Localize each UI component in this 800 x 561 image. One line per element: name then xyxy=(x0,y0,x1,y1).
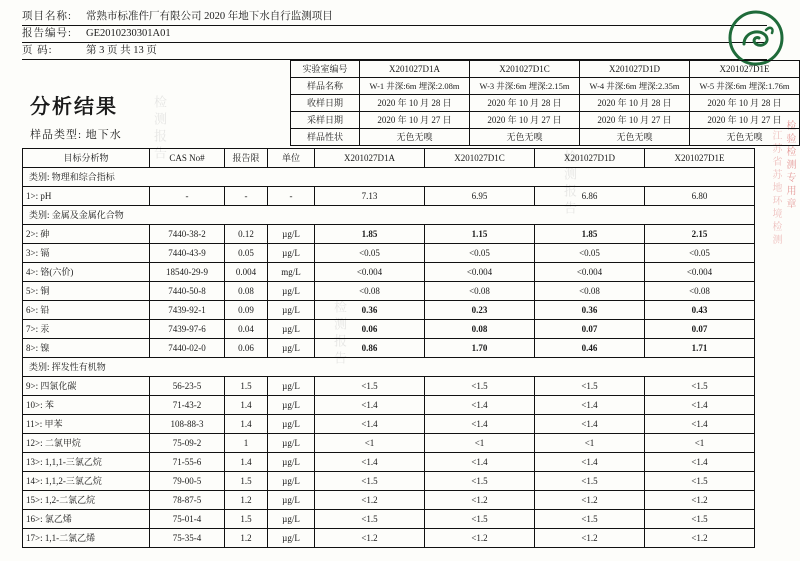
result-value: <1 xyxy=(645,434,755,453)
column-header: 目标分析物 xyxy=(23,149,150,168)
info-label: 实验室编号 xyxy=(291,61,360,78)
analyte-name: 16>: 氯乙烯 xyxy=(23,510,150,529)
category-row xyxy=(23,206,755,225)
result-value: <1.5 xyxy=(425,377,535,396)
result-value: <1.5 xyxy=(315,510,425,529)
result-value: 7.13 xyxy=(315,187,425,206)
info-label: 采样日期 xyxy=(291,112,360,129)
result-value: <1.4 xyxy=(645,396,755,415)
result-value: <1.4 xyxy=(535,396,645,415)
result-value: <1.5 xyxy=(535,510,645,529)
inspection-seal: 检验检测专用章 xyxy=(784,120,795,211)
unit: µg/L xyxy=(268,434,315,453)
analyte-name: 10>: 苯 xyxy=(23,396,150,415)
cas-number: 7440-38-2 xyxy=(150,225,225,244)
info-value: 2020 年 10 月 27 日 xyxy=(470,112,580,129)
unit: - xyxy=(268,187,315,206)
analyte-name: 6>: 铅 xyxy=(23,301,150,320)
header-value: 常熟市标准件厂有限公司 2020 年地下水自行监测项目 xyxy=(86,11,333,22)
result-value: <1.4 xyxy=(315,453,425,472)
unit: µg/L xyxy=(268,415,315,434)
result-value: <0.05 xyxy=(535,244,645,263)
result-value: <0.004 xyxy=(315,263,425,282)
result-value: <0.08 xyxy=(315,282,425,301)
cas-number: 75-01-4 xyxy=(150,510,225,529)
result-value: 0.23 xyxy=(425,301,535,320)
info-value: 2020 年 10 月 28 日 xyxy=(470,95,580,112)
analyte-name: 3>: 镉 xyxy=(23,244,150,263)
analyte-name: 2>: 砷 xyxy=(23,225,150,244)
cas-number: 71-43-2 xyxy=(150,396,225,415)
info-value: W-4 井深:6m 埋深:2.35m xyxy=(580,78,690,95)
cas-number: 7439-97-6 xyxy=(150,320,225,339)
analyte-name: 12>: 二氯甲烷 xyxy=(23,434,150,453)
table-row xyxy=(23,491,755,510)
result-value: 1.85 xyxy=(535,225,645,244)
result-value: <1.5 xyxy=(315,472,425,491)
table-row xyxy=(23,434,755,453)
reporting-limit: 1.2 xyxy=(225,529,268,548)
unit: µg/L xyxy=(268,301,315,320)
result-value: 0.36 xyxy=(535,301,645,320)
table-row xyxy=(23,244,755,263)
result-value: 0.06 xyxy=(315,320,425,339)
column-header: 单位 xyxy=(268,149,315,168)
cas-number: 56-23-5 xyxy=(150,377,225,396)
table-row xyxy=(23,472,755,491)
result-value: <1.2 xyxy=(425,529,535,548)
reporting-limit: 0.08 xyxy=(225,282,268,301)
analyte-name: 4>: 铬(六价) xyxy=(23,263,150,282)
table-row xyxy=(23,396,755,415)
table-row xyxy=(291,112,800,129)
result-value: <1.4 xyxy=(535,453,645,472)
result-value: 0.07 xyxy=(535,320,645,339)
table-row xyxy=(291,61,800,78)
result-value: 0.08 xyxy=(425,320,535,339)
result-value: <1.5 xyxy=(535,472,645,491)
result-value: <1.2 xyxy=(315,529,425,548)
info-value: W-5 井深:6m 埋深:1.76m xyxy=(690,78,800,95)
info-value: 2020 年 10 月 28 日 xyxy=(580,95,690,112)
header-value: GE2010230301A01 xyxy=(86,28,171,39)
analyte-name: 11>: 甲苯 xyxy=(23,415,150,434)
result-value: <1.2 xyxy=(425,491,535,510)
result-value: <1.2 xyxy=(645,529,755,548)
reporting-limit: 1.2 xyxy=(225,491,268,510)
result-value: <1.4 xyxy=(315,396,425,415)
analysis-results-table xyxy=(22,148,755,548)
result-value: <1.4 xyxy=(425,415,535,434)
organization-seal: 江苏省苏地环境检测 xyxy=(770,130,781,247)
header-label: 页 码: xyxy=(22,45,53,56)
reporting-limit: - xyxy=(225,187,268,206)
result-value: <1.4 xyxy=(535,415,645,434)
analyte-name: 5>: 铜 xyxy=(23,282,150,301)
reporting-limit: 1.5 xyxy=(225,472,268,491)
category-row xyxy=(23,168,755,187)
info-value: 2020 年 10 月 28 日 xyxy=(360,95,470,112)
table-row xyxy=(23,301,755,320)
analyte-name: 7>: 汞 xyxy=(23,320,150,339)
result-value: <1.5 xyxy=(535,377,645,396)
reporting-limit: 0.05 xyxy=(225,244,268,263)
header-value: 第 3 页 共 13 页 xyxy=(86,45,157,56)
result-value: <1.5 xyxy=(425,510,535,529)
unit: µg/L xyxy=(268,225,315,244)
analyte-name: 14>: 1,1,2-三氯乙烷 xyxy=(23,472,150,491)
unit: µg/L xyxy=(268,472,315,491)
table-row xyxy=(23,415,755,434)
info-value: 无色无嗅 xyxy=(360,129,470,146)
result-value: <1 xyxy=(425,434,535,453)
table-row xyxy=(23,225,755,244)
info-value: 无色无嗅 xyxy=(580,129,690,146)
result-value: 0.07 xyxy=(645,320,755,339)
table-row xyxy=(23,510,755,529)
unit: µg/L xyxy=(268,320,315,339)
info-value: 无色无嗅 xyxy=(690,129,800,146)
reporting-limit: 1.5 xyxy=(225,377,268,396)
result-value: 1.85 xyxy=(315,225,425,244)
cas-number: 79-00-5 xyxy=(150,472,225,491)
unit: µg/L xyxy=(268,453,315,472)
result-value: <1.2 xyxy=(535,491,645,510)
result-value: 2.15 xyxy=(645,225,755,244)
info-value: X201027D1C xyxy=(470,61,580,78)
unit: µg/L xyxy=(268,244,315,263)
category-label: 类别: 金属及金属化合物 xyxy=(23,206,755,225)
cas-number: 78-87-5 xyxy=(150,491,225,510)
sample-type-label: 样品类型: 地下水 xyxy=(30,129,122,141)
result-value: <1.4 xyxy=(425,453,535,472)
unit: µg/L xyxy=(268,529,315,548)
result-value: 6.80 xyxy=(645,187,755,206)
reporting-limit: 1.5 xyxy=(225,510,268,529)
result-value: <1.4 xyxy=(425,396,535,415)
table-row xyxy=(23,453,755,472)
info-value: 2020 年 10 月 28 日 xyxy=(690,95,800,112)
company-logo xyxy=(728,10,784,66)
result-value: <1.5 xyxy=(425,472,535,491)
unit: µg/L xyxy=(268,282,315,301)
reporting-limit: 0.04 xyxy=(225,320,268,339)
cas-number: 7440-50-8 xyxy=(150,282,225,301)
reporting-limit: 0.004 xyxy=(225,263,268,282)
analyte-name: 8>: 镍 xyxy=(23,339,150,358)
header-row-project xyxy=(22,8,582,25)
result-value: 0.86 xyxy=(315,339,425,358)
result-value: <1.2 xyxy=(645,491,755,510)
table-row xyxy=(23,339,755,358)
info-label: 样品名称 xyxy=(291,78,360,95)
result-value: <0.05 xyxy=(645,244,755,263)
column-header: X201027D1A xyxy=(315,149,425,168)
info-value: 2020 年 10 月 27 日 xyxy=(360,112,470,129)
category-row xyxy=(23,358,755,377)
unit: mg/L xyxy=(268,263,315,282)
column-header: X201027D1C xyxy=(425,149,535,168)
result-value: 0.46 xyxy=(535,339,645,358)
result-value: <1.5 xyxy=(315,377,425,396)
result-value: 1.15 xyxy=(425,225,535,244)
cas-number: 7440-02-0 xyxy=(150,339,225,358)
info-value: W-3 井深:6m 埋深:2.15m xyxy=(470,78,580,95)
page-title: 分析结果 xyxy=(30,96,118,118)
cas-number: 75-35-4 xyxy=(150,529,225,548)
analyte-name: 13>: 1,1,1-三氯乙烷 xyxy=(23,453,150,472)
cas-number: 7439-92-1 xyxy=(150,301,225,320)
table-header-row xyxy=(23,149,755,168)
result-value: 6.86 xyxy=(535,187,645,206)
result-value: <0.004 xyxy=(645,263,755,282)
table-row xyxy=(23,377,755,396)
table-row xyxy=(23,282,755,301)
header-label: 项目名称: xyxy=(22,11,72,22)
info-label: 样品性状 xyxy=(291,129,360,146)
reporting-limit: 0.09 xyxy=(225,301,268,320)
result-value: <0.004 xyxy=(535,263,645,282)
unit: µg/L xyxy=(268,339,315,358)
info-value: X201027D1A xyxy=(360,61,470,78)
analyte-name: 17>: 1,1-二氯乙烯 xyxy=(23,529,150,548)
category-label: 类别: 物理和综合指标 xyxy=(23,168,755,187)
column-header: CAS No# xyxy=(150,149,225,168)
table-row xyxy=(23,529,755,548)
header-divider-2 xyxy=(22,42,767,43)
result-value: 6.95 xyxy=(425,187,535,206)
header-row-page xyxy=(22,42,582,59)
unit: µg/L xyxy=(268,377,315,396)
result-value: <0.004 xyxy=(425,263,535,282)
info-value: 无色无嗅 xyxy=(470,129,580,146)
sample-info-table xyxy=(290,60,800,146)
cas-number: 71-55-6 xyxy=(150,453,225,472)
unit: µg/L xyxy=(268,491,315,510)
reporting-limit: 1.4 xyxy=(225,453,268,472)
result-value: <1.4 xyxy=(645,453,755,472)
column-header: 报告限 xyxy=(225,149,268,168)
result-value: <1 xyxy=(535,434,645,453)
result-value: <1.5 xyxy=(645,377,755,396)
header-divider-1 xyxy=(22,25,767,26)
cas-number: - xyxy=(150,187,225,206)
table-row xyxy=(23,320,755,339)
cas-number: 18540-29-9 xyxy=(150,263,225,282)
result-value: 0.36 xyxy=(315,301,425,320)
reporting-limit: 0.12 xyxy=(225,225,268,244)
cas-number: 7440-43-9 xyxy=(150,244,225,263)
analyte-name: 15>: 1,2-二氯乙烷 xyxy=(23,491,150,510)
table-row xyxy=(23,187,755,206)
info-value: X201027D1D xyxy=(580,61,690,78)
unit: µg/L xyxy=(268,396,315,415)
result-value: <0.05 xyxy=(315,244,425,263)
result-value: <1.4 xyxy=(315,415,425,434)
result-value: <0.08 xyxy=(645,282,755,301)
info-value: 2020 年 10 月 27 日 xyxy=(580,112,690,129)
info-value: 2020 年 10 月 27 日 xyxy=(690,112,800,129)
report-header xyxy=(22,8,582,59)
info-label: 收样日期 xyxy=(291,95,360,112)
result-value: <1.5 xyxy=(645,510,755,529)
result-value: <1.5 xyxy=(645,472,755,491)
cas-number: 108-88-3 xyxy=(150,415,225,434)
result-value: <0.08 xyxy=(535,282,645,301)
watermark-text: 检测报告 xyxy=(152,95,167,163)
info-value: W-1 井深:6m 埋深:2.08m xyxy=(360,78,470,95)
table-row xyxy=(23,263,755,282)
table-row xyxy=(291,78,800,95)
category-label: 类别: 挥发性有机物 xyxy=(23,358,755,377)
watermark-text: 检测报告 xyxy=(562,150,577,218)
info-value: X201027D1E xyxy=(690,61,800,78)
reporting-limit: 0.06 xyxy=(225,339,268,358)
analyte-name: 1>: pH xyxy=(23,187,150,206)
reporting-limit: 1 xyxy=(225,434,268,453)
table-row xyxy=(291,129,800,146)
table-row xyxy=(291,95,800,112)
column-header: X201027D1D xyxy=(535,149,645,168)
result-value: <1.4 xyxy=(645,415,755,434)
result-value: 1.70 xyxy=(425,339,535,358)
analyte-name: 9>: 四氯化碳 xyxy=(23,377,150,396)
result-value: 0.43 xyxy=(645,301,755,320)
header-row-report-no xyxy=(22,25,582,42)
cas-number: 75-09-2 xyxy=(150,434,225,453)
watermark-text: 检测报告 xyxy=(332,300,347,368)
result-value: <1.2 xyxy=(535,529,645,548)
reporting-limit: 1.4 xyxy=(225,396,268,415)
unit: µg/L xyxy=(268,510,315,529)
column-header: X201027D1E xyxy=(645,149,755,168)
result-value: <0.08 xyxy=(425,282,535,301)
result-value: <0.05 xyxy=(425,244,535,263)
result-value: <1.2 xyxy=(315,491,425,510)
result-value: 1.71 xyxy=(645,339,755,358)
result-value: <1 xyxy=(315,434,425,453)
header-label: 报告编号: xyxy=(22,28,72,39)
reporting-limit: 1.4 xyxy=(225,415,268,434)
